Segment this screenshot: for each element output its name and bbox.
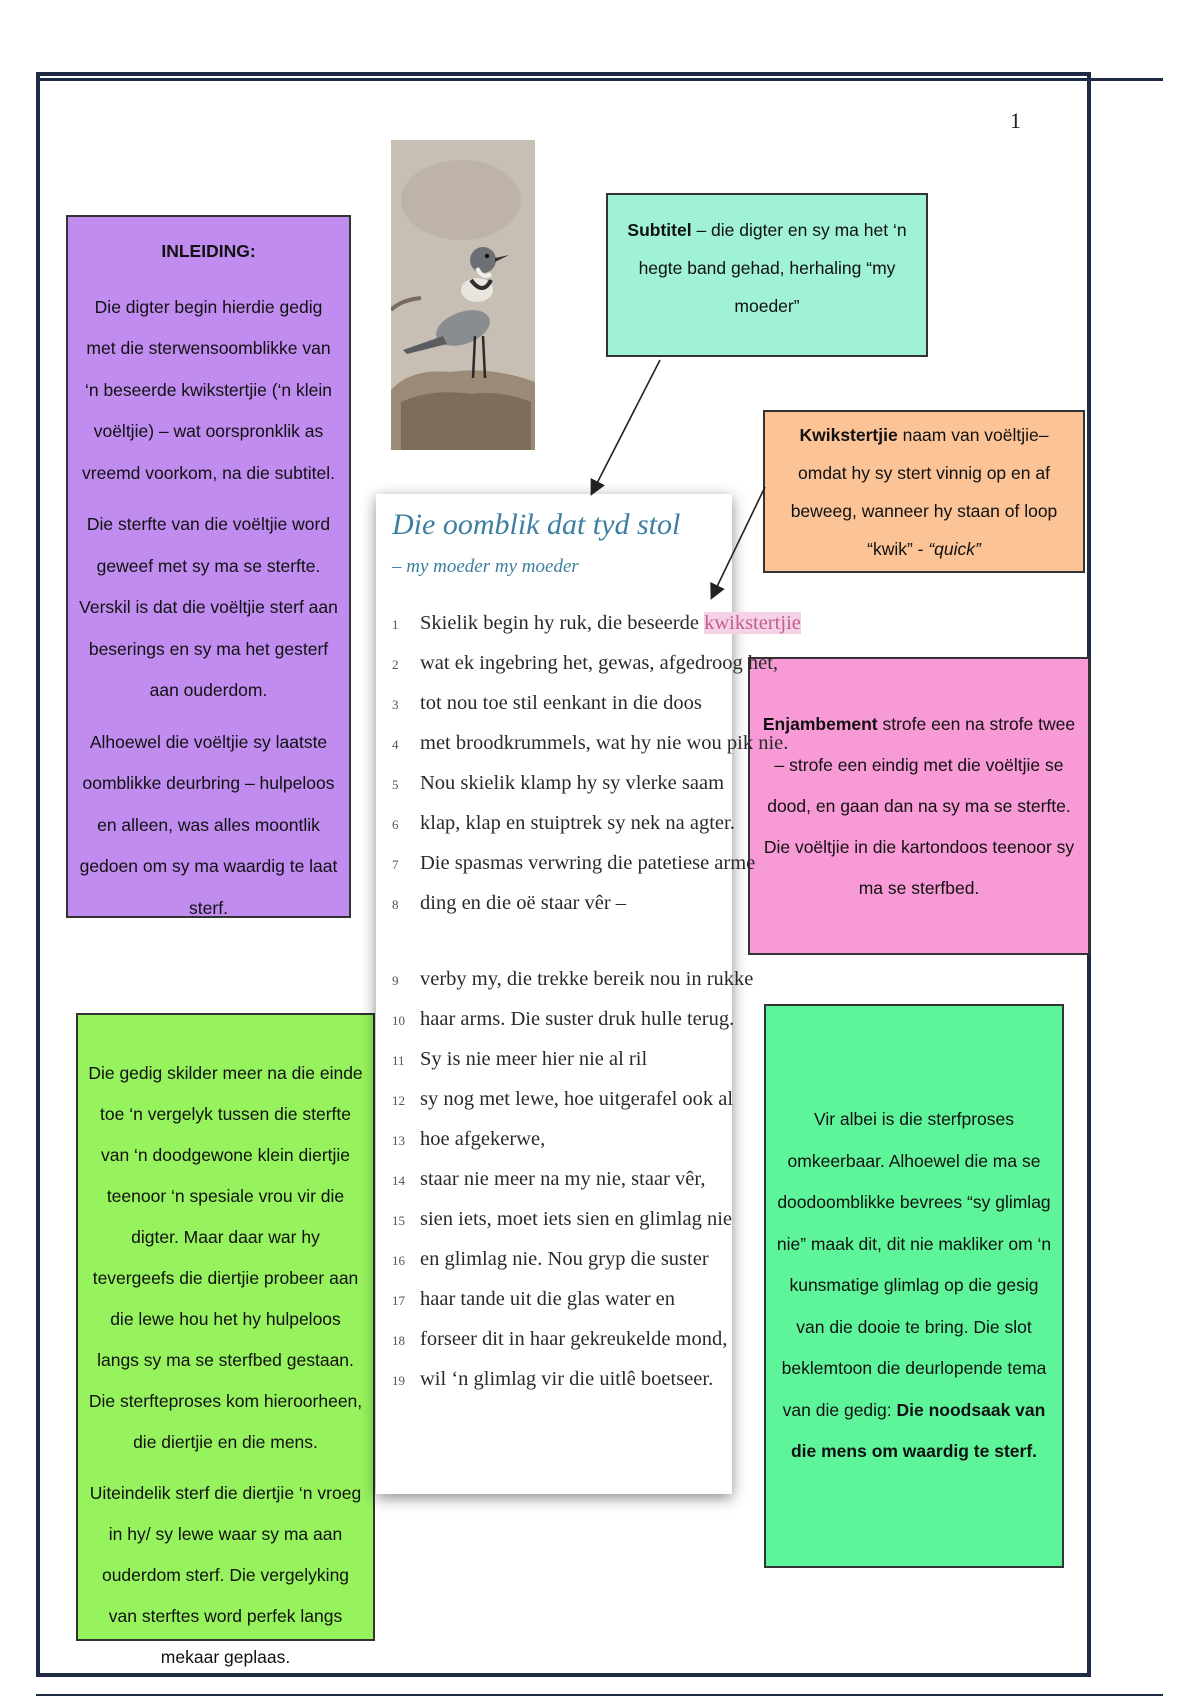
intro-paragraph: Alhoewel die voëltjie sy laatste oomblikke deurbring – hulpeloos en alleen, was alles moontlik gedoen om sy ma waardig te laat sterf.: [79, 731, 338, 918]
poem-line-text: Die spasmas verwring die patetiese arme: [420, 852, 756, 874]
intro-box: [66, 215, 351, 918]
poem-line-number: 18: [392, 1333, 405, 1348]
poem-line-text: haar arms. Die suster druk hulle terug.: [420, 1008, 735, 1030]
subtitle-term: Subtitel: [627, 220, 692, 240]
poem-line: [392, 612, 801, 635]
poem-line: [392, 1248, 709, 1271]
top-rule: [36, 78, 1163, 81]
poem-line: [392, 652, 778, 675]
poem-line-text: met broodkrummels, wat hy nie wou pik nie.: [420, 732, 789, 754]
poem-line-text: wat ek ingebring het, gewas, afgedroog het,: [420, 652, 779, 674]
highlighted-word: kwikstertjie: [704, 612, 801, 634]
poem-line-text: ding en die oë staar vêr –: [420, 892, 627, 914]
poem-panel: [376, 494, 801, 1494]
kwikstertjie-quick: “quick”: [928, 538, 981, 559]
intro-paragraph: Die digter begin hierdie gedig met die sterwensoomblikke van ‘n beseerde kwikstertjie (‘n klein voëltjie) – wat oorspronklik as vreemd voorkom, na die subtitel.: [82, 296, 335, 483]
kwikstertjie-description: naam van voëltjie– omdat hy sy stert vinnig op en af beweeg, wanneer hy staan of loop “kwik” -: [790, 424, 1058, 559]
poem-title: Die oomblik dat tyd stol: [392, 508, 681, 541]
poem-line: [392, 772, 724, 795]
poem-line: [392, 1008, 734, 1031]
subtitle-description: – die digter en sy ma het ‘n hegte band gehad, herhaling “my moeder”: [638, 220, 907, 316]
poem-line: [392, 1288, 675, 1311]
comparison-note-box: [76, 1013, 375, 1667]
poem-line: [392, 892, 626, 915]
poem-line-text: staar nie meer na my nie, staar vêr,: [420, 1168, 706, 1190]
poem-line: [392, 1088, 733, 1111]
poem-line-number: 15: [392, 1213, 405, 1228]
poem-line-text: verby my, die trekke bereik nou in rukke: [420, 968, 754, 990]
bird-photo: [391, 140, 535, 450]
poem-line: [392, 1048, 647, 1071]
kwikstertjie-note-text: [775, 416, 1073, 568]
poem-line-number: 11: [392, 1053, 405, 1068]
poem-line-text: sy nog met lewe, hoe uitgerafel ook al: [420, 1088, 734, 1110]
poem-line-text: haar tande uit die glas water en: [420, 1288, 675, 1310]
poem-line: [392, 968, 753, 991]
kwikstertjie-note-box: [763, 410, 1085, 573]
comparison-paragraph: Uiteindelik sterf die diertjie ‘n vroeg in hy/ sy lewe waar sy ma aan ouderdom sterf. Die vergelyking van sterftes word perfek langs mekaar geplaas.: [89, 1483, 362, 1667]
kwikstertjie-term: Kwikstertjie: [799, 424, 898, 445]
poem-line: [392, 1368, 713, 1391]
intro-heading: INLEIDING:: [161, 241, 256, 261]
poem-line-text: tot nou toe stil eenkant in die doos: [420, 692, 702, 714]
poem-line-number: 14: [392, 1173, 405, 1188]
poem-line-text: Nou skielik klamp hy sy vlerke saam: [420, 772, 725, 794]
poem-line: [392, 1128, 545, 1151]
conclusion-note-text: [776, 1099, 1052, 1473]
poem-line: [392, 852, 755, 875]
comparison-paragraph: Die gedig skilder meer na die einde toe ‘n vergelyk tussen die sterfte van ‘n doodgewone klein diertjie teenoor ‘n spesiale vrou vir die digter. Maar daar war hy tevergeefs die diertjie probeer aan die lewe hou het hy hulpeloos langs sy ma se sterfbed gestaan. Die sterfteproses kom hieroorheen, die diertjie en die mens.: [88, 1063, 363, 1452]
poem-line-text: en glimlag nie. Nou gryp die suster: [420, 1248, 709, 1270]
poem-line: [392, 732, 788, 755]
bottom-rule: [36, 1694, 1163, 1696]
page-number: 1: [1010, 108, 1021, 133]
poem-line: [392, 1328, 727, 1351]
poem-line-number: 16: [392, 1253, 405, 1268]
poem-line: [392, 1168, 705, 1191]
conclusion-description: Vir albei is die sterfproses omkeerbaar. Alhoewel die ma se doodoomblikke bevrees “sy glimlag nie” maak dit, dit nie makliker om ‘n kunsmatige glimlag op die gesig van die dooie te bring. Die slot beklemtoon die deurlopende tema van die gedig:: [776, 1109, 1052, 1420]
poem-line: [392, 812, 735, 835]
poem-line-text: klap, klap en stuiptrek sy nek na agter.: [420, 812, 735, 834]
wagtail-bird-image: [391, 140, 535, 450]
poem-line-text: Skielik begin hy ruk, die beseerde kwikstertjie: [420, 612, 801, 634]
intro-paragraph: Die sterfte van die voëltjie word geweef met sy ma se sterfte. Verskil is dat die voëltjie sterf aan beserings en sy ma het gesterf aan ouderdom.: [79, 514, 338, 700]
poem-line: [392, 692, 702, 715]
poem-line-text: wil ‘n glimlag vir die uitlê boetseer.: [420, 1368, 714, 1390]
subtitle-note-text: [618, 211, 916, 325]
poem-line-number: 5: [392, 777, 399, 792]
poem-line-number: 12: [392, 1093, 405, 1108]
poem-line-number: 9: [392, 973, 399, 988]
poem-line-text: Sy is nie meer hier nie al ril: [420, 1048, 648, 1070]
conclusion-note-box: [764, 1004, 1064, 1568]
enjambement-description: strofe een na strofe twee – strofe een eindig met die voëltjie se dood, en gaan dan na sy ma se sterfte. Die voëltjie in die kartondoos teenoor sy ma se sterfbed.: [763, 713, 1076, 898]
poem-line-number: 7: [392, 857, 399, 872]
subtitle-note-box: [606, 193, 928, 357]
poem-line-number: 4: [392, 737, 399, 752]
enjambement-note-box: [748, 657, 1090, 955]
conclusion-theme: Die noodsaak van die mens om waardig te sterf.: [790, 1399, 1046, 1462]
enjambement-term: Enjambement: [762, 713, 878, 734]
poem-line-number: 6: [392, 817, 399, 832]
poem-subtitle: – my moeder my moeder: [392, 556, 579, 577]
poem-line-number: 19: [392, 1373, 405, 1388]
poem-line-text: hoe afgekerwe,: [420, 1128, 546, 1150]
poem-line-number: 3: [392, 697, 399, 712]
poem-line-number: 10: [392, 1013, 405, 1028]
poem-line-text: sien iets, moet iets sien en glimlag nie: [420, 1208, 732, 1230]
enjambement-note-text: [760, 704, 1078, 909]
poem-line-number: 8: [392, 897, 399, 912]
poem-line-number: 1: [392, 617, 399, 632]
poem-line-number: 17: [392, 1293, 405, 1308]
poem-line-number: 2: [392, 657, 399, 672]
poem-line-number: 13: [392, 1133, 405, 1148]
poem-line-text: forseer dit in haar gekreukelde mond,: [420, 1328, 728, 1350]
poem-line: [392, 1208, 732, 1231]
